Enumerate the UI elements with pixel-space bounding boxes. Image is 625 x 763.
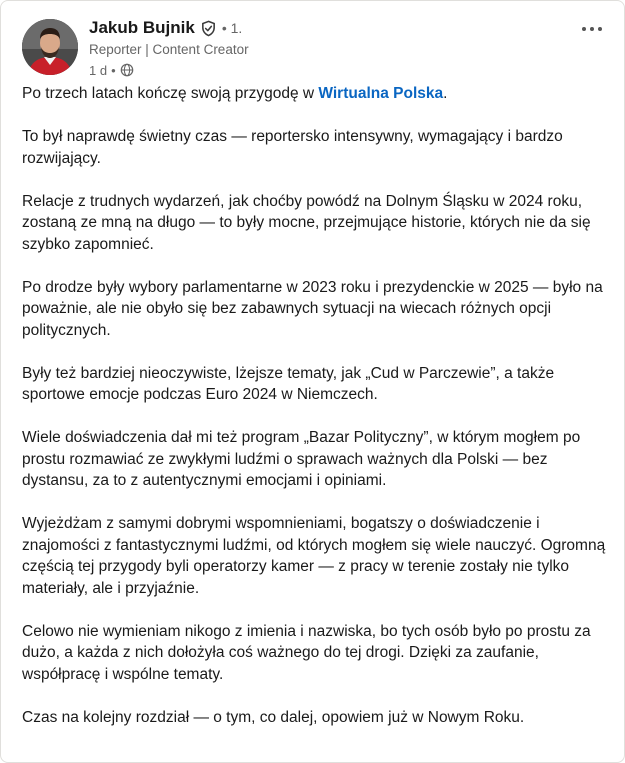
post-paragraph-6: Wiele doświadczenia dał mi też program „Bazar Polityczny”, w którym mogłem po prostu rozmawiać ze zwykłymi ludźmi o sprawach ważnych dla Polski — bez dystansu, za to z autentycznymi emocjami i opiniami. bbox=[22, 429, 581, 489]
paragraph-text: . bbox=[443, 85, 448, 102]
paragraph-text: Po trzech latach kończę swoją przygodę w bbox=[22, 85, 319, 102]
post-paragraph-5: Były też bardziej nieoczywiste, lżejsze tematy, jak „Cud w Parczewie”, a także sportowe emocje podczas Euro 2024 w Niemczech. bbox=[22, 364, 555, 403]
more-dot-icon bbox=[582, 27, 586, 31]
post-paragraph-9: Czas na kolejny rozdział — o tym, co dalej, opowiem już w Nowym Roku. bbox=[22, 708, 525, 726]
post-meta bbox=[89, 61, 249, 79]
post-paragraph-3: Relacje z trudnych wydarzeń, jak choćby powódź na Dolnym Śląsku w 2024 roku, zostaną ze mną na długo — to były mocne, przejmujące historie, których nie da się szybko zapomnieć. bbox=[22, 192, 591, 253]
post-paragraph-2: To był naprawdę świetny czas — reportersko intensywny, wymagający i bardzo rozwijający. bbox=[22, 128, 563, 167]
avatar-photo-icon bbox=[22, 19, 78, 75]
post-paragraph-4: Po drodze były wybory parlamentarne w 2023 roku i prezydenckie w 2025 — było na poważnie, ale nie obyło się bez zabawnych sytuacji na wiecach różnych opcji politycznych. bbox=[22, 278, 603, 339]
globe-icon bbox=[120, 63, 134, 77]
author-avatar[interactable] bbox=[22, 19, 78, 75]
post-paragraph-8: Celowo nie wymieniam nikogo z imienia i nazwiska, bo tych osób było po prostu za dużo, a każda z nich dołożyła coś ważnego do tej drogi. Dzięki za zaufanie, współpracę i wspólne tematy. bbox=[22, 622, 591, 683]
verified-shield-icon bbox=[200, 20, 217, 37]
post-header bbox=[22, 17, 608, 77]
post-paragraph-1 bbox=[22, 83, 612, 105]
author-info bbox=[89, 17, 249, 79]
author-name-line bbox=[89, 17, 249, 39]
post-body bbox=[22, 83, 612, 750]
post-time: 1 d bbox=[89, 62, 108, 78]
more-options-icon[interactable] bbox=[576, 17, 608, 41]
connection-degree: • 1. bbox=[221, 20, 243, 36]
more-dot-icon bbox=[598, 27, 602, 31]
more-dot-icon bbox=[590, 27, 594, 31]
meta-separator: • bbox=[111, 62, 116, 78]
author-name[interactable]: Jakub Bujnik bbox=[89, 18, 195, 37]
post-paragraph-7: Wyjeżdżam z samymi dobrymi wspomnieniami, bogatszy o doświadczenie i znajomości z fantastycznymi ludźmi, od których mogłem się wiele nauczyć. Ogromną częścią tej przygody byli operatorzy kamer — z pracy w terenie zostały nie tylko materiały, ale i przyjaźnie. bbox=[22, 515, 606, 597]
company-mention-link[interactable]: Wirtualna Polska bbox=[318, 85, 444, 102]
author-headline: Reporter | Content Creator bbox=[89, 42, 249, 57]
